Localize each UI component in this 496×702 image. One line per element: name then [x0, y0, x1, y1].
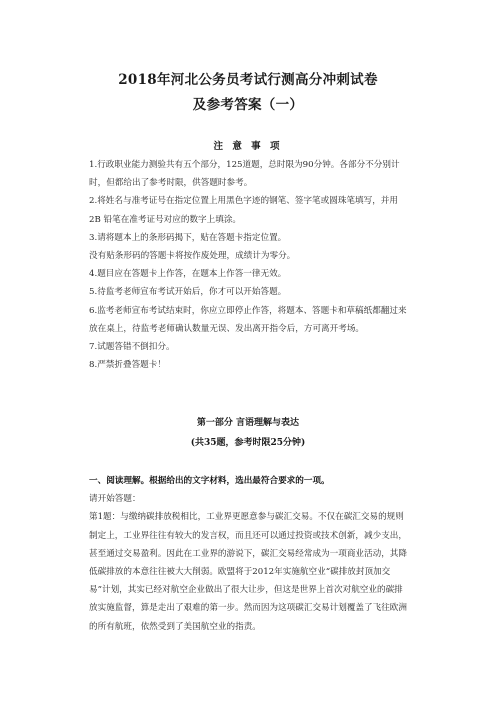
part-title: 第一部分 言语理解与表达: [196, 418, 300, 428]
notice-item: 8.严禁折叠答题卡！: [89, 360, 166, 371]
part-subtitle: (共35题，参考时限25分钟): [190, 438, 306, 448]
notice-item: 5.待监考老师宣布考试开始后，你才可以开始答题。: [89, 287, 287, 298]
start-prompt: 请开始答题：: [89, 494, 141, 505]
notice-heading: 注 意 事 项: [213, 141, 283, 152]
notice-item: 6.监考老师宣布考试结束时，你应立即停止作答，将题本、答题卡和草稿纸都翻过来放在桌上，待监考老师确认数量无误、发出离开指令后，方可离开考场。: [89, 305, 407, 334]
notice-item: 3.请将题本上的条形码揭下，贴在答题卡指定位置。: [89, 232, 287, 243]
notice-item: 2.将姓名与准考证号在指定位置上用黑色字迹的钢笔、签字笔或圆珠笔填写，并用 2B 铅笔在准考证号对应的数字上填涂。: [89, 196, 398, 225]
notice-item: 没有贴条形码的答题卡将按作废处理，成绩计为零分。: [89, 251, 296, 262]
section-heading: 一、阅读理解。根据给出的文字材料，选出最符合要求的一项。: [89, 476, 330, 486]
notice-item: 4.题目应在答题卡上作答，在题本上作答一律无效。: [89, 269, 287, 280]
notice-item: 1.行政职业能力测验共有五个部分，125道题，总时限为90分钟。各部分不分别计时，但都给出了参考时限，供答题时参考。: [89, 160, 400, 189]
document-title: 2018年河北公务员考试行测高分冲刺试卷: [118, 72, 378, 88]
question-section: [89, 472, 411, 636]
notice-list: [89, 156, 411, 374]
question-1-text: 第1题：与缴纳碳排放税相比，工业界更愿意参与碳汇交易。不仅在碳汇交易的规则制定上，工业界往往有较大的发言权，而且还可以通过投资或技术创新，减少支出，甚至通过交易盈利。因此在工业界的游说下，碳汇交易经常成为一项商业活动，其降低碳排放的本意往往被大大削弱。欧盟将于2012年实施航空业“碳排放封顶加交易”计划，其实已经对航空企业做出了很大让步，但这是世界上首次对航空业的碳排放实施监督，算是走出了艰难的第一步。然而因为这项碳汇交易计划覆盖了飞往欧洲的所有航班，依然受到了美国航空业的指责。: [89, 512, 407, 632]
notice-item: 7.试题答错不倒扣分。: [89, 342, 175, 353]
document-subtitle: 及参考答案（一）: [192, 97, 304, 113]
